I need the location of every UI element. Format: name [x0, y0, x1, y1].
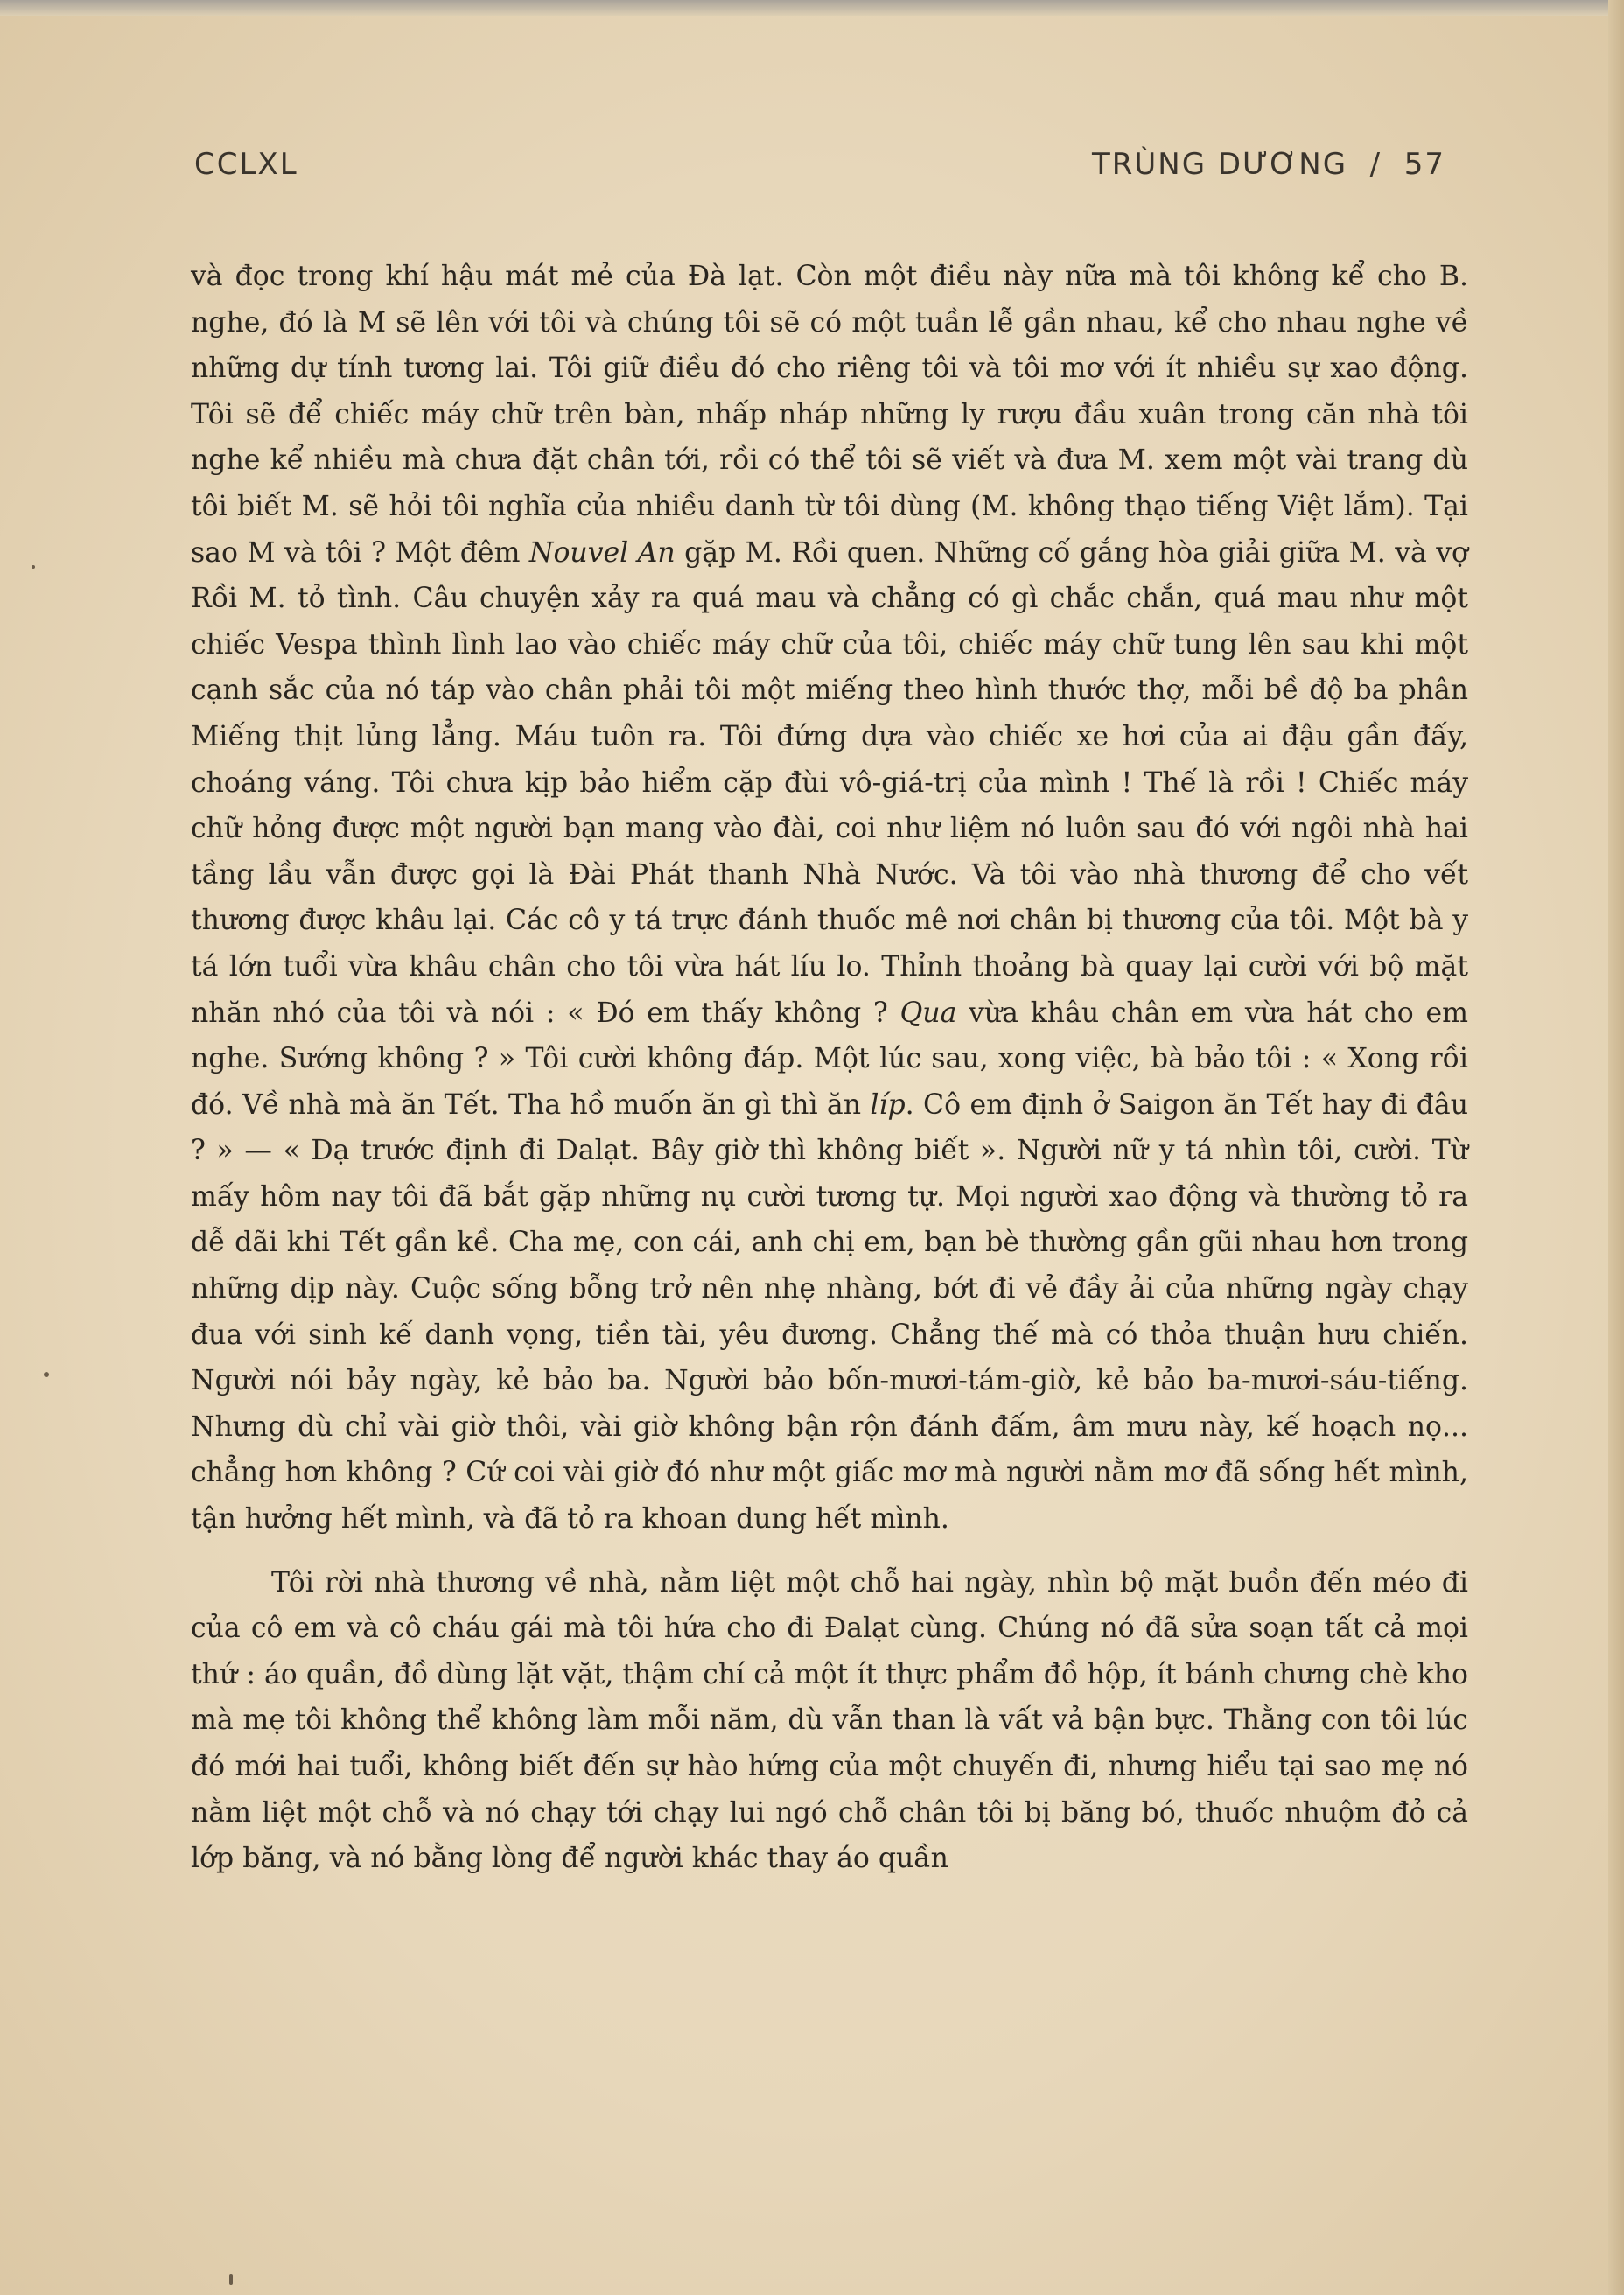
page-top-edge — [0, 0, 1624, 16]
italic-term: Nouvel An — [528, 536, 676, 569]
paragraph-text-segment: . Cô em định ở Saigon ăn Tết hay đi đâu ? » — « Dạ trước định đi Dalạt. Bây giờ thì không biết ». Người nữ y tá nhìn tôi, cười. Từ mấy hôm nay tôi đã bắt gặp những nụ cười tương tự. Mọi người xao động và thường tỏ ra dễ dãi khi Tết gần kề. Cha mẹ, con cái, anh chị em, bạn bè thường gần gũi nhau hơn trong những dịp này. Cuộc sống bỗng trở nên nhẹ nhàng, bớt đi vẻ đầy ải của những ngày chạy đua với sinh kế danh vọng, tiền tài, yêu đương. Chẳng thế mà có thỏa thuận hưu chiến. Người nói bảy ngày, kẻ bảo ba. Người bảo bốn-mươi-tám-giờ, kẻ bảo ba-mươi-sáu-tiếng. Nhưng dù chỉ vài giờ thôi, vài giờ không bận rộn đánh đấm, âm mưu này, kế hoạch nọ... chẳng hơn không ? Cứ coi vài giờ đó như một giấc mơ mà người nằm mơ đã sống hết mình, tận hưởng hết mình, và đã tỏ ra khoan dung hết mình. — [191, 1088, 1468, 1536]
header-author-page-number: TRÙNG DƯƠNG / 57 — [1092, 147, 1446, 182]
paragraph-text-segment: gặp M. Rồi quen. Những cố gắng hòa giải giữa M. và vợ Rồi M. tỏ tình. Câu chuyện xảy ra quá mau và chẳng có gì chắc chắn, quá mau như một chiếc Vespa thình lình lao vào chiếc máy chữ của tôi, chiếc máy chữ tung lên sau khi một cạnh sắc của nó táp vào chân phải tôi một miếng theo hình thước thợ, mỗi bề độ ba phân Miếng thịt lủng lẳng. Máu tuôn ra. Tôi đứng dựa vào chiếc xe hơi của ai đậu gần đấy, choáng váng. Tôi chưa kịp bảo hiểm cặp đùi vô-giá-trị của mình ! Thế là rồi ! Chiếc máy chữ hỏng được một người bạn mang vào đài, coi như liệm nó luôn sau đó với ngôi nhà hai tầng lầu vẫn được gọi là Đài Phát thanh Nhà Nước. Và tôi vào nhà thương để cho vết thương được khâu lại. Các cô y tá trực đánh thuốc mê nơi chân bị thương của tôi. Một bà y tá lớn tuổi vừa khâu chân cho tôi vừa hát líu lo. Thỉnh thoảng bà quay lại cười với bộ mặt nhăn nhó của tôi và nói : « Đó em thấy không ? — [191, 536, 1469, 1029]
body-text — [191, 254, 1468, 1882]
paper-speck — [229, 2274, 233, 2285]
italic-term: líp — [870, 1088, 906, 1121]
paragraph-text-segment: và đọc trong khí hậu mát mẻ của Đà lạt. Còn một điều này nữa mà tôi không kể cho B. nghe, đó là M sẽ lên với tôi và chúng tôi sẽ có một tuần lễ gần nhau, kể cho nhau nghe về những dự tính tương lai. Tôi giữ điều đó cho riêng tôi và tôi mơ với ít nhiều sự xao động. Tôi sẽ để chiếc máy chữ trên bàn, nhấp nháp những ly rượu đầu xuân trong căn nhà tôi nghe kể nhiều mà chưa đặt chân tới, rồi có thể tôi sẽ viết và đưa M. xem một vài trang dù tôi biết M. sẽ hỏi tôi nghĩa của nhiều danh từ tôi dùng (M. không thạo tiếng Việt lắm). Tại sao M và tôi ? Một đêm — [191, 261, 1468, 569]
paper-speck — [32, 565, 35, 569]
page-right-edge — [1608, 0, 1624, 2295]
paragraph-2 — [191, 1560, 1468, 1882]
running-header — [194, 147, 1446, 191]
paragraph-text-segment: vừa khâu chân em vừa hát cho em nghe. Sướng không ? » Tôi cười không đáp. Một lúc sau, xong việc, bà bảo tôi : « Xong rồi đó. Về nhà mà ăn Tết. Tha hồ muốn ăn gì thì ăn — [191, 997, 1468, 1121]
paper-speck — [44, 1372, 49, 1377]
paragraph-text-segment: Tôi rời nhà thương về nhà, nằm liệt một chỗ hai ngày, nhìn bộ mặt buồn đến méo đi của cô em và cô cháu gái mà tôi hứa cho đi Đalạt cùng. Chúng nó đã sửa soạn tất cả mọi thứ : áo quần, đồ dùng lặt vặt, thậm chí cả một ít thực phẩm đồ hộp, ít bánh chưng chè kho mà mẹ tôi không thể không làm mỗi năm, dù vẫn than là vất vả bận bực. Thằng con tôi lúc đó mới hai tuổi, không biết đến sự hào hứng của một chuyến đi, nhưng hiểu tại sao mẹ nó nằm liệt một chỗ và nó chạy tới chạy lui ngó chỗ chân tôi bị băng bó, thuốc nhuộm đỏ cả lớp băng, và nó bằng lòng để người khác thay áo quần — [191, 1566, 1468, 1875]
italic-term: Qua — [900, 997, 957, 1029]
paragraph-1 — [191, 254, 1468, 1543]
header-section-label: CCLXL — [194, 147, 298, 182]
